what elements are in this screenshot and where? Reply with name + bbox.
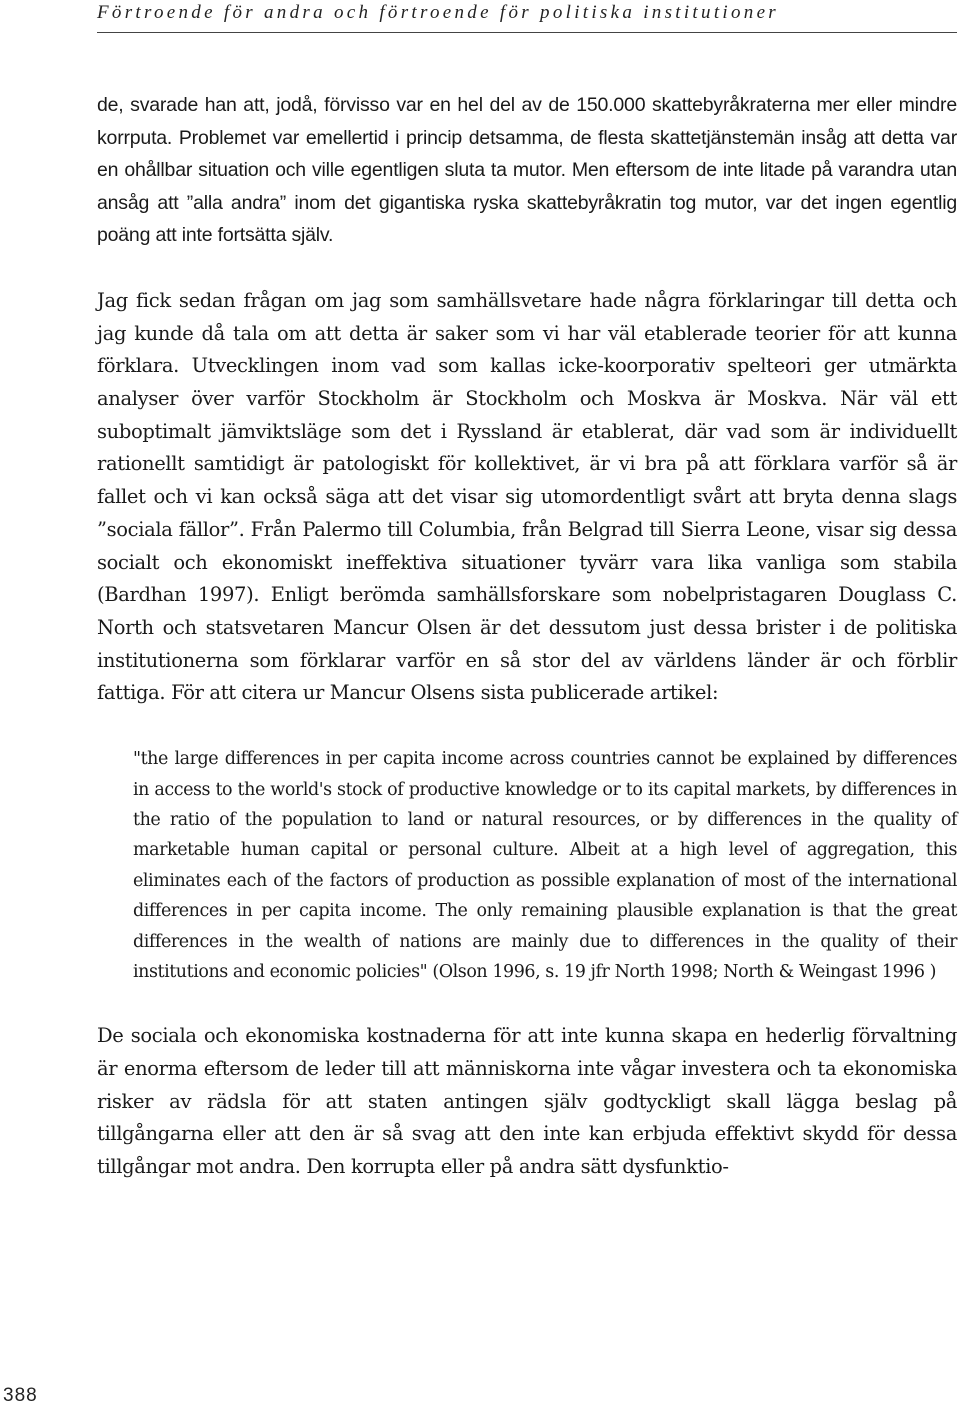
page-number: 388 [3,1385,38,1406]
running-header: Förtroende för andra och förtroende för politiska institutioner [97,2,779,23]
paragraph-continuation: de, svarade han att, jodå, förvisso var en hel del av de 150.000 skattebyråkraterna mer eller mindre korrputa. Problemet var emellertid i princip detsamma, de flesta skattetjänstemän insåg att detta var en ohållbar situation och ville egentligen sluta ta mutor. Men eftersom de inte litade på varandra utan ansåg att ”alla andra” inom det gigantiska ryska skattebyråkratin tog mutor, var det ingen egentlig poäng att inte fortsätta själv. [97,94,957,247]
paragraph-costs: De sociala och ekonomiska kostnaderna för att inte kunna skapa en hederlig förvaltning är enorma eftersom de leder till att människorna inte vågar investera och ta ekonomiska risker av rädsla för att staten antingen själv godtyckligt skall lägga beslag på tillgångarna eller att den är så svag att den inte kan erbjuda effektivt skydd för dessa tillgångar mot andra. Den korrupta eller på andra sätt dysfunktio- [97,1024,957,1179]
block-quote-olson: "the large differences in per capita income across countries cannot be explained by differences in access to the world's stock of productive knowledge or to its capital markets, by differences in the ratio of the population to land or natural resources, or by differences in the quality of marketable human capital or personal culture. Albeit at a high level of aggregation, this eliminates each of the factors of production as possible explanation of most of the international differences in per capita income. The only remaining plausible explanation is that the great differences in the wealth of nations are mainly due to differences in the quality of their institutions and economic policies" (Olson 1996, s. 19 jfr North 1998; North & Weingast 1996 ) [133,749,957,982]
paragraph-game-theory: Jag fick sedan frågan om jag som samhällsvetare hade några förklaringar till detta och jag kunde då tala om att detta är saker som vi har väl etablerade teorier för att kunna förklara. Utvecklingen inom vad som kallas icke-koorporativ spelteori ger utmärkta analyser över varför Stockholm är Stockholm och Moskva är Moskva. När väl ett suboptimalt jämviktsläge som det i Ryssland är etablerat, där vad som är individuellt rationellt samtidigt är patologiskt för kollektivet, är vi bra på att förklara varför så är fallet och vi kan också säga att det visar sig utomordentligt svårt att bryta denna slags ”sociala fällor”. Från Palermo till Columbia, från Belgrad till Sierra Leone, visar sig dessa socialt och ekonomiskt ineffektiva situationer tyvärr vara lika vanliga som stabila (Bardhan 1997). Enligt berömda samhällsforskare som nobelpristagaren Douglass C. North och statsvetaren Mancur Olsen är det dessutom just dessa brister i de politiska institutionerna som förklarar varför en så stor del av världens länder är och förblir fattiga. För att citera ur Mancur Olsens sista publicerade artikel: [97,288,957,705]
page-body [97,89,957,1184]
header-rule [97,32,957,33]
